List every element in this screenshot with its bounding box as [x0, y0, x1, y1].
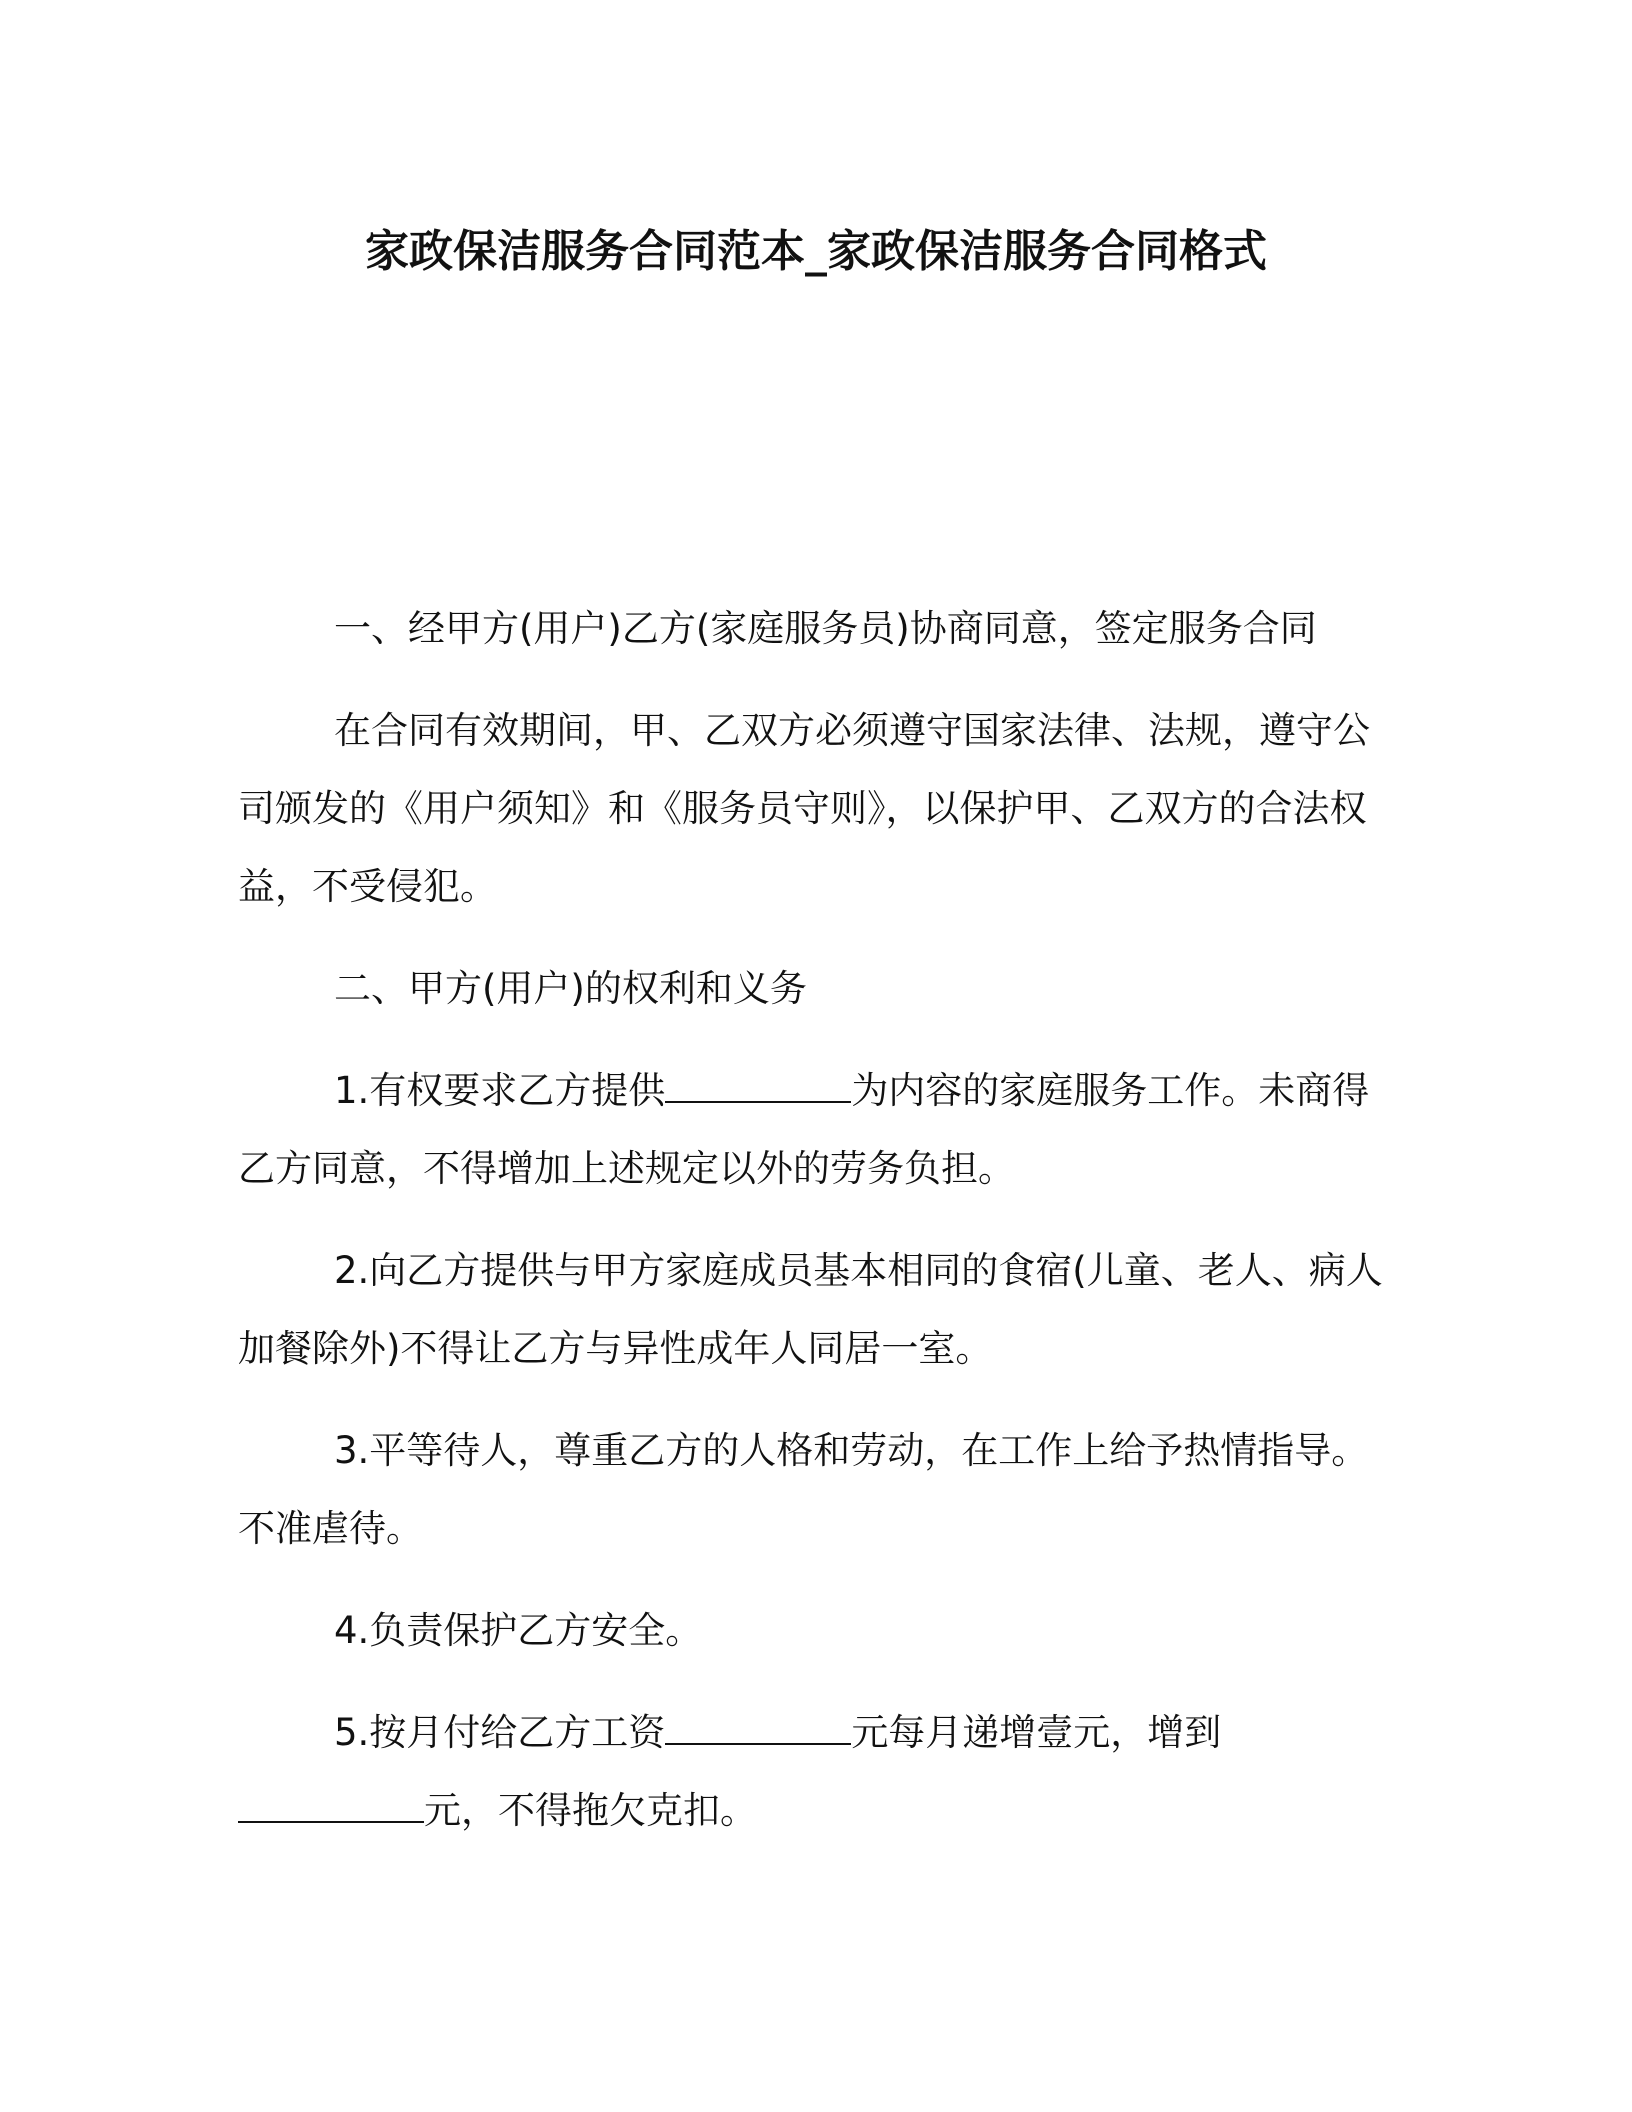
fill-in-blank-service-content[interactable] [665, 1071, 851, 1103]
clause-5-text-before: 5.按月付给乙方工资 [334, 1711, 666, 1754]
clause-1 [238, 1052, 1398, 1208]
fill-in-blank-max-wage[interactable] [238, 1791, 424, 1823]
paragraph-agreement-intro: 一、经甲方(用户)乙方(家庭服务员)协商同意，签定服务合同 [334, 607, 1317, 650]
section-heading-client-rights: 二、甲方(用户)的权利和义务 [334, 967, 807, 1010]
clause-5-text-middle: 元每月递增壹元，增到 [851, 1711, 1222, 1754]
clause-3: 3.平等待人，尊重乙方的人格和劳动，在工作上给予热情指导。不准虐待。 [238, 1429, 1369, 1550]
document-title: 家政保洁服务合同范本_家政保洁服务合同格式 [365, 226, 1267, 277]
document-body [238, 590, 1398, 1874]
fill-in-blank-wage[interactable] [665, 1713, 851, 1745]
clause-1-text-before: 1.有权要求乙方提供 [334, 1069, 666, 1112]
clause-5 [238, 1694, 1398, 1850]
clause-2: 2.向乙方提供与甲方家庭成员基本相同的食宿(儿童、老人、病人加餐除外)不得让乙方与异性成年人同居一室。 [238, 1249, 1383, 1370]
clause-1-text-after: 为内容的家庭服务工作。未商得乙方同意，不得增加上述规定以外的劳务负担。 [238, 1069, 1370, 1190]
paragraph-obligations: 在合同有效期间，甲、乙双方必须遵守国家法律、法规，遵守公司颁发的《用户须知》和《服务员守则》，以保护甲、乙双方的合法权益，不受侵犯。 [238, 709, 1370, 908]
clause-5-text-after: 元，不得拖欠克扣。 [424, 1789, 757, 1832]
clause-4: 4.负责保护乙方安全。 [334, 1609, 703, 1652]
